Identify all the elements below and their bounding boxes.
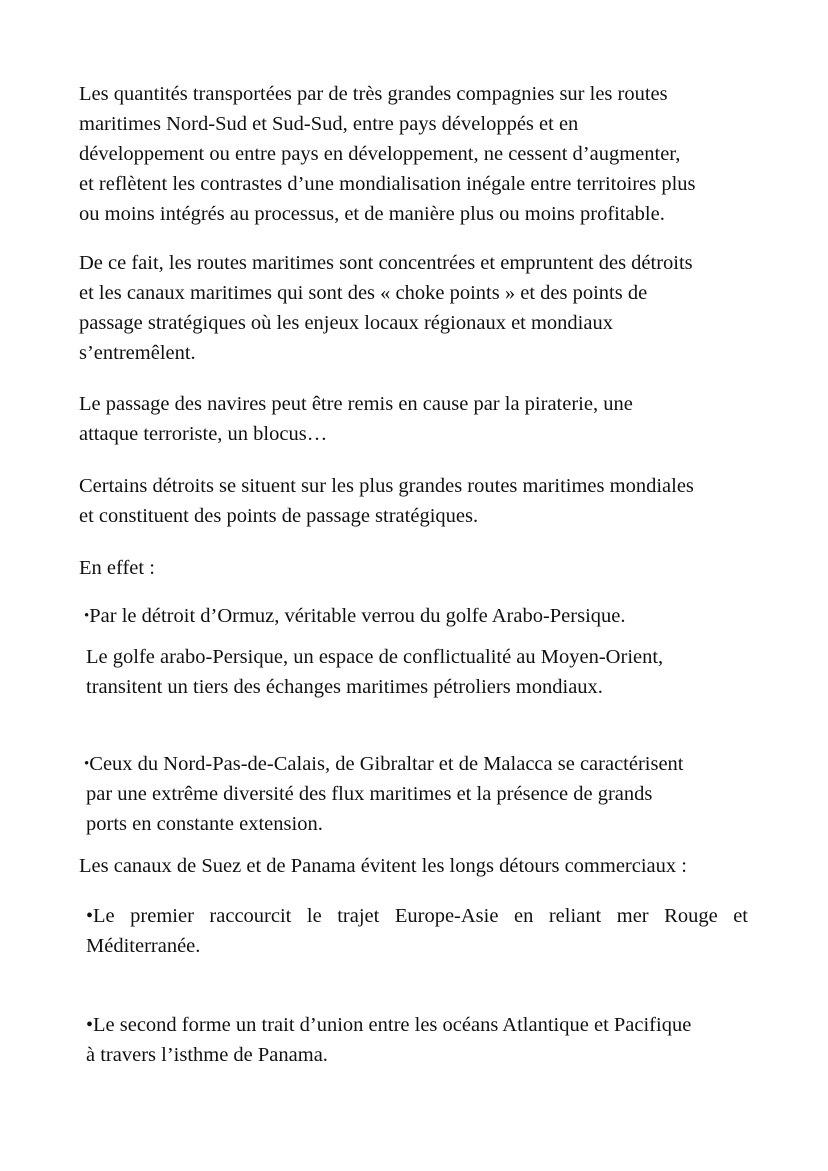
bullet-item-3 — [86, 901, 748, 961]
bullet-text: Le premier raccourcit le trajet Europe-Asie en reliant mer Rouge et Méditerranée. — [86, 905, 748, 957]
paragraph-6 — [86, 642, 663, 702]
bullet-text: Le second forme un trait d’union entre les océans Atlantique et Pacifique — [93, 1014, 692, 1036]
bullet-icon: • — [86, 1014, 94, 1036]
text-line: ports en constante extension. — [86, 813, 323, 835]
bullet-item-1 — [84, 601, 626, 631]
paragraph-3 — [79, 389, 633, 449]
bullet-icon: • — [84, 608, 90, 624]
paragraph-4 — [79, 471, 694, 531]
text-line: Le passage des navires peut être remis en cause par la piraterie, une — [79, 393, 633, 415]
text-line: transitent un tiers des échanges maritimes pétroliers mondiaux. — [86, 676, 603, 698]
text-line: à travers l’isthme de Panama. — [86, 1044, 328, 1066]
text-line: Les quantités transportées par de très grandes compagnies sur les routes — [79, 83, 668, 105]
bullet-icon: • — [86, 905, 94, 927]
bullet-text: Ceux du Nord-Pas-de-Calais, de Gibraltar et de Malacca se caractérisent — [89, 753, 684, 775]
text-line: passage stratégiques où les enjeux locaux régionaux et mondiaux — [79, 312, 613, 334]
text-line: développement ou entre pays en développement, ne cessent d’augmenter, — [79, 143, 681, 165]
text-line: s’entremêlent. — [79, 342, 196, 364]
text-line: et reflètent les contrastes d’une mondialisation inégale entre territoires plus — [79, 173, 696, 195]
paragraph-7 — [79, 851, 687, 881]
text-line: En effet : — [79, 557, 155, 579]
bullet-item-2 — [84, 749, 684, 839]
bullet-item-4 — [86, 1010, 691, 1070]
text-line: De ce fait, les routes maritimes sont concentrées et empruntent des détroits — [79, 252, 693, 274]
paragraph-5 — [79, 553, 155, 583]
text-line: par une extrême diversité des flux maritimes et la présence de grands — [86, 783, 653, 805]
text-line: et les canaux maritimes qui sont des « choke points » et des points de — [79, 282, 648, 304]
text-line: ou moins intégrés au processus, et de manière plus ou moins profitable. — [79, 203, 665, 225]
text-line: Certains détroits se situent sur les plus grandes routes maritimes mondiales — [79, 475, 694, 497]
bullet-text: Par le détroit d’Ormuz, véritable verrou du golfe Arabo-Persique. — [89, 605, 626, 627]
text-line: et constituent des points de passage stratégiques. — [79, 505, 479, 527]
paragraph-1 — [79, 79, 696, 229]
text-line: attaque terroriste, un blocus… — [79, 423, 328, 445]
text-line: maritimes Nord-Sud et Sud-Sud, entre pays développés et en — [79, 113, 579, 135]
paragraph-2 — [79, 248, 693, 368]
text-line: Les canaux de Suez et de Panama évitent les longs détours commerciaux : — [79, 855, 687, 877]
text-line: Le golfe arabo-Persique, un espace de conflictualité au Moyen-Orient, — [86, 646, 664, 668]
bullet-icon: • — [84, 756, 90, 772]
